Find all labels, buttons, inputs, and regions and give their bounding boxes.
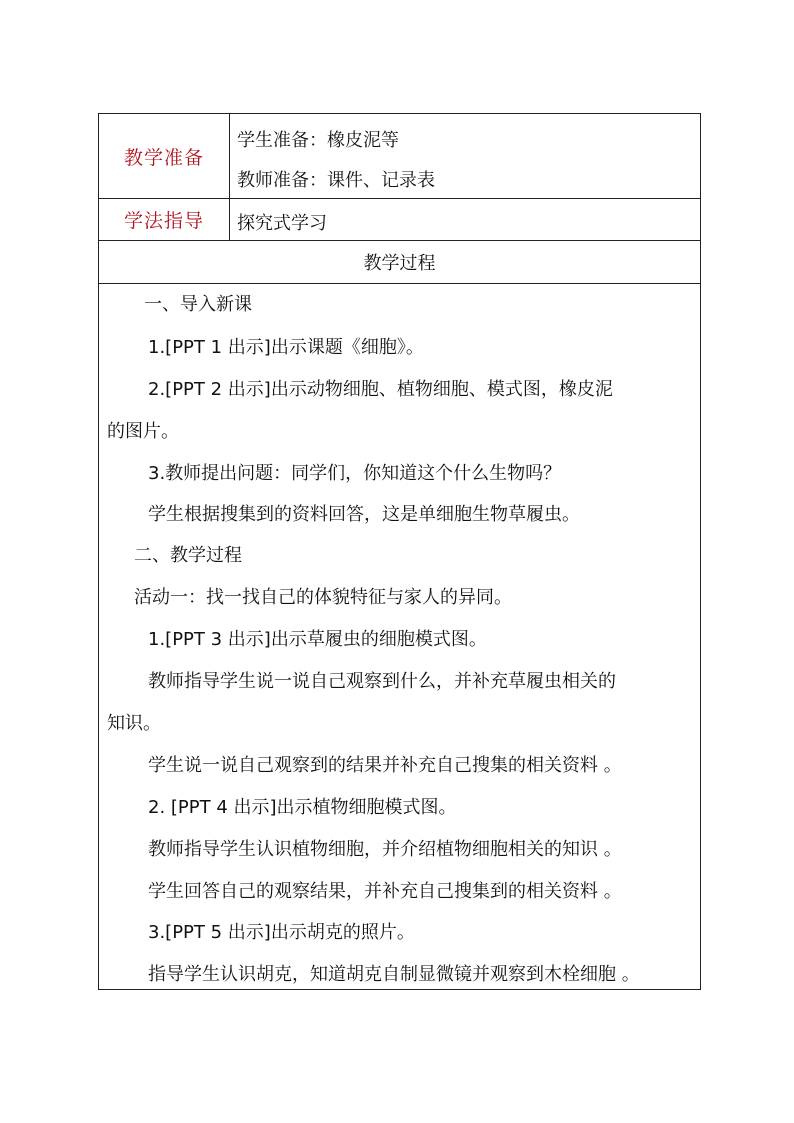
process-line: 1.[PPT 3 出示]出示草履虫的细胞模式图。 [148, 629, 487, 650]
process-line: 3.[PPT 5 出示]出示胡克的照片。 [148, 922, 415, 943]
method-text: 探究式学习 [237, 213, 327, 234]
prep-label: 教学准备 [99, 114, 230, 198]
process-line: 3.教师提出问题：同学们，你知道这个什么生物吗？ [148, 463, 562, 484]
process-header-row [99, 241, 700, 284]
student-prep-text: 学生准备：橡皮泥等 [237, 130, 399, 151]
process-line: 2.[PPT 2 出示]出示动物细胞、植物细胞、模式图，橡皮泥 [148, 379, 613, 400]
process-body [99, 284, 700, 989]
method-label: 学法指导 [99, 199, 230, 240]
process-header: 教学过程 [363, 253, 436, 274]
prep-row [99, 114, 700, 199]
process-line: 二、教学过程 [134, 545, 242, 566]
process-line: 活动一：找一找自己的体貌特征与家人的异同。 [134, 587, 512, 608]
process-line: 2. [PPT 4 出示]出示植物细胞模式图。 [148, 797, 457, 818]
process-line: 教师指导学生认识植物细胞，并介绍植物细胞相关的知识 。 [148, 839, 622, 860]
process-line: 学生回答自己的观察结果，并补充自己搜集到的相关资料 。 [148, 881, 622, 902]
process-line: 1.[PPT 1 出示]出示课题《细胞》。 [148, 337, 424, 358]
lesson-plan-table [98, 113, 701, 990]
prep-value-cell [230, 114, 700, 198]
method-value-cell [230, 199, 700, 240]
process-line: 指导学生认识胡克，知道胡克自制显微镜并观察到木栓细胞 。 [148, 964, 640, 985]
process-line: 知识。 [107, 713, 161, 734]
process-line: 一、导入新课 [144, 294, 252, 315]
teacher-prep-text: 教师准备：课件、记录表 [237, 170, 435, 191]
method-row [99, 199, 700, 241]
process-line: 学生说一说自己观察到的结果并补充自己搜集的相关资料 。 [148, 755, 622, 776]
process-line: 教师指导学生说一说自己观察到什么，并补充草履虫相关的 [148, 671, 616, 692]
process-line: 学生根据搜集到的资料回答，这是单细胞生物草履虫。 [148, 504, 580, 525]
process-line: 的图片。 [107, 421, 179, 442]
